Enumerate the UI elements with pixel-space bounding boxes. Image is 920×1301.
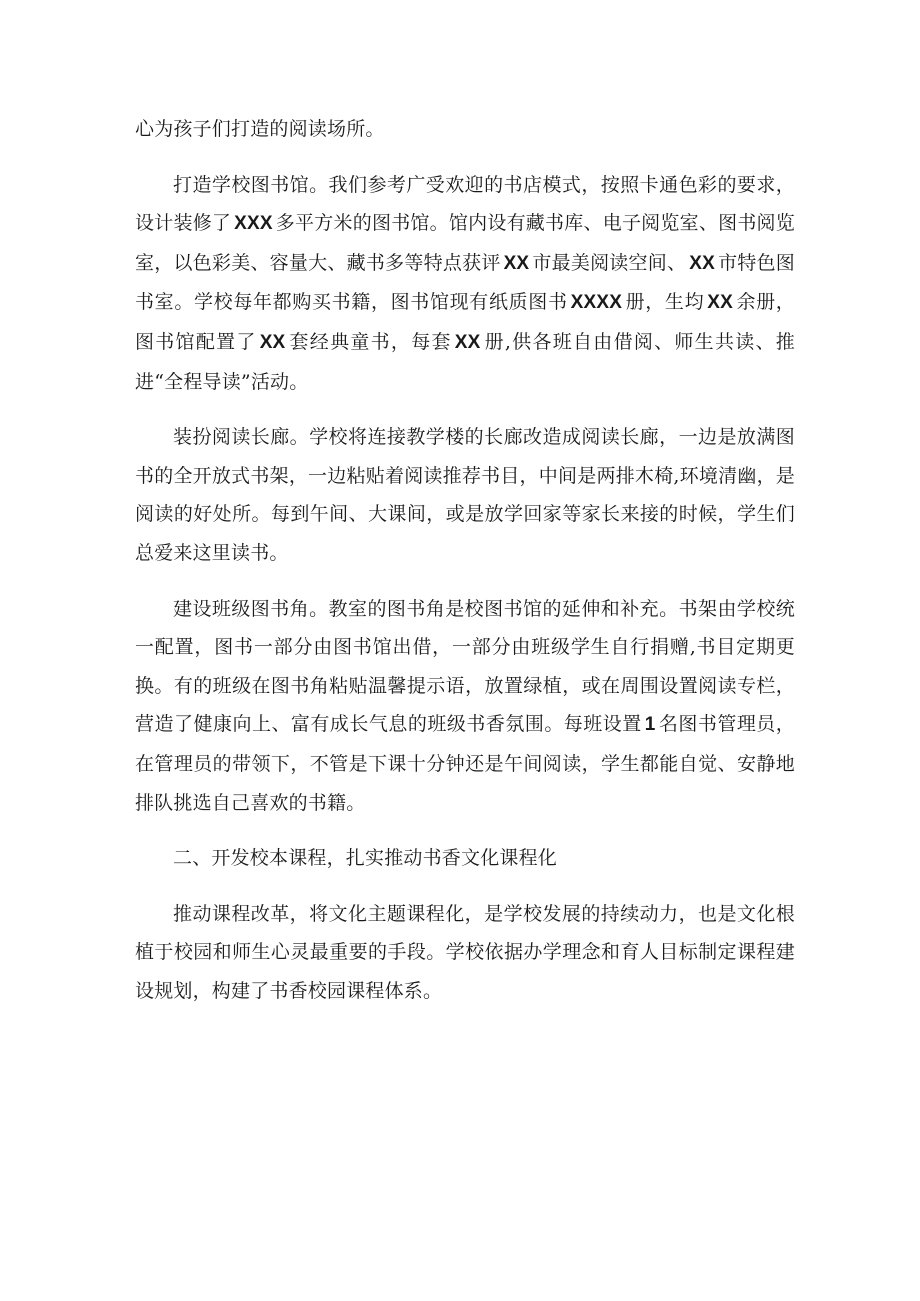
text-run: 册,供各班自由借阅、师生共读、推进“全程导读”活动。 (135, 330, 795, 393)
text-run: 装扮阅读长廊。学校将连接教学楼的长廊改造成阅读长廊，一边是放满图书的全开放式书架，一边粘贴着阅读推荐书目，中间是两排木椅,环境清幽，是阅读的好处所。每到午间、大课间，或是放学回家等家长来接的时候，学生们总爱来这里读书。 (135, 426, 795, 564)
paragraph-school-library (135, 166, 795, 402)
placeholder-number: 1 (644, 714, 656, 736)
placeholder-number: XX (503, 252, 530, 274)
paragraph-reading-corridor (135, 418, 795, 572)
text-run: 余册，图书馆配置了 (135, 291, 795, 353)
placeholder-number: XX (454, 331, 481, 353)
paragraph-continuation (135, 110, 795, 149)
placeholder-number: XX (689, 252, 716, 274)
placeholder-number: XXXX (570, 292, 623, 314)
placeholder-number: XX (707, 292, 733, 314)
section-heading: 二、开发校本课程，扎实推动书香文化课程化 (173, 847, 558, 870)
text-run: 多平方米的图书馆。馆内设有藏书库、电子阅览室、图书阅览室，以色彩美、容量大、藏书多等特点获评 (135, 212, 795, 274)
text-run: 名图书管理员，在管理员的带领下，不管是下课十分钟还是午间阅读，学生都能自觉、安静地排队挑选自己喜欢的书籍。 (135, 713, 796, 814)
text-run: 套经典童书，每套 (288, 330, 452, 353)
paragraph-curriculum: 推动课程改革，将文化主题课程化，是学校发展的持续动力，也是文化根植于校园和师生心灵最重要的手段。学校依据办学理念和育人目标制定课程建设规划，构建了书香校园课程体系。 (135, 902, 795, 1002)
text-run: 打造学校图书馆。我们参考广受欢迎的书店模式，按照卡通色彩的要求，设计装修了 (135, 173, 795, 235)
paragraph-class-book-corner (135, 590, 795, 823)
placeholder-number: XX (259, 331, 286, 353)
text-run: 建设班级图书角。教室的图书角是校图书馆的延伸和补充。书架由学校统一配置，图书一部分由图书馆出借，一部分由班级学生自行捐赠,书目定期更换。有的班级在图书角粘贴温馨提示语，放置绿植，或在周围设置阅读专栏，营造了健康向上、富有成长气息的班级书香氛围。每班设置 (135, 597, 795, 736)
document-body (135, 110, 795, 1027)
text-run: 市最美阅读空间、 (532, 251, 687, 274)
placeholder-number: XXX (234, 213, 273, 235)
text-run: 市特色图书室。学校每年都购买书籍，图书馆现有纸质图书 (135, 251, 795, 314)
text-run: 册，生均 (625, 291, 705, 314)
text-run: 心为孩子们打造的阅读场所。 (135, 118, 385, 140)
